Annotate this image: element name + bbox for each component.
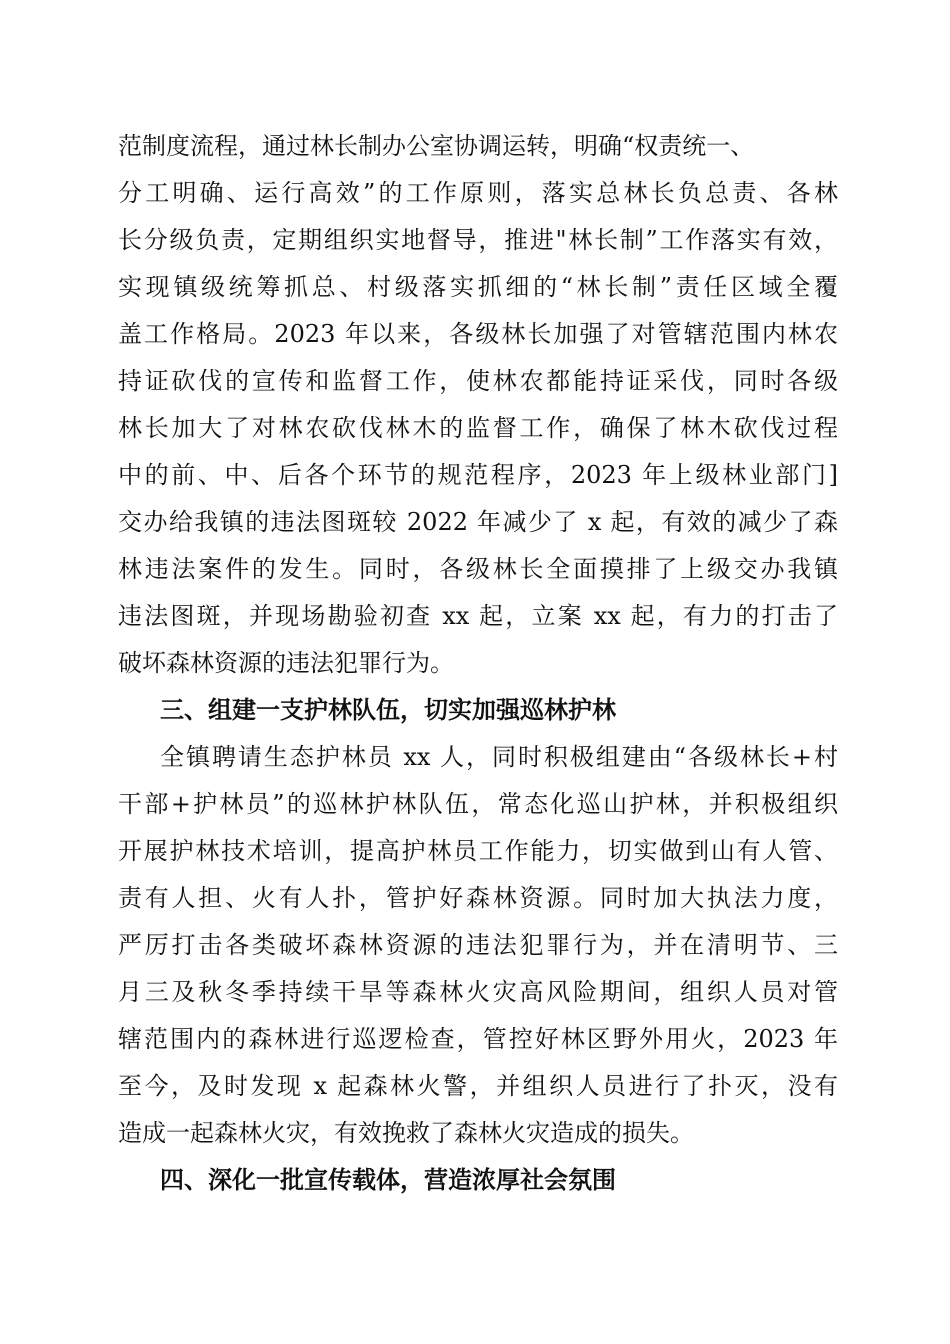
body-line: 责有人担、火有人扑，管护好森林资源。同时加大执法力度， (118, 884, 838, 912)
body-line: 分工明确、运行高效”的工作原则，落实总林长负总责、各林 (118, 179, 838, 207)
body-line: 干部+护林员”的巡林护林队伍，常态化巡山护林，并积极组织 (118, 790, 838, 818)
body-line: 破坏森林资源的违法犯罪行为。 (118, 649, 454, 677)
body-line: 严厉打击各类破坏森林资源的违法犯罪行为，并在清明节、三 (118, 931, 838, 959)
body-line: 林长加大了对林农砍伐林木的监督工作，确保了林木砍伐过程 (118, 414, 838, 442)
body-line: 中的前、中、后各个环节的规范程序，2023 年上级林业部门] (118, 461, 838, 489)
body-line: 至今，及时发现 x 起森林火警，并组织人员进行了扑灭，没有 (118, 1072, 838, 1100)
section-heading-3: 三、组建一支护林队伍，切实加强巡林护林 (160, 696, 616, 724)
body-line: 范制度流程，通过林长制办公室协调运转，明确“权责统一、 (118, 132, 755, 160)
body-line: 全镇聘请生态护林员 xx 人，同时积极组建由“各级林长+村 (160, 743, 838, 771)
body-line: 盖工作格局。2023 年以来，各级林长加强了对管辖范围内林农 (118, 320, 838, 348)
body-line: 开展护林技术培训，提高护林员工作能力，切实做到山有人管、 (118, 837, 838, 865)
body-line: 持证砍伐的宣传和监督工作，使林农都能持证采伐，同时各级 (118, 367, 838, 395)
section-heading-4: 四、深化一批宣传载体，营造浓厚社会氛围 (160, 1166, 616, 1194)
body-line: 违法图斑，并现场勘验初查 xx 起，立案 xx 起，有力的打击了 (118, 602, 838, 630)
body-line: 林违法案件的发生。同时，各级林长全面摸排了上级交办我镇 (118, 555, 838, 583)
body-line: 造成一起森林火灾，有效挽救了森林火灾造成的损失。 (118, 1119, 694, 1147)
body-line: 辖范围内的森林进行巡逻检查，管控好林区野外用火，2023 年 (118, 1025, 838, 1053)
body-line: 长分级负责，定期组织实地督导，推进"林长制”工作落实有效， (118, 226, 838, 254)
body-line: 实现镇级统筹抓总、村级落实抓细的“林长制”责任区域全覆 (118, 273, 838, 301)
body-line: 月三及秋冬季持续干旱等森林火灾高风险期间，组织人员对管 (118, 978, 838, 1006)
body-line: 交办给我镇的违法图斑较 2022 年减少了 x 起，有效的减少了森 (118, 508, 838, 536)
